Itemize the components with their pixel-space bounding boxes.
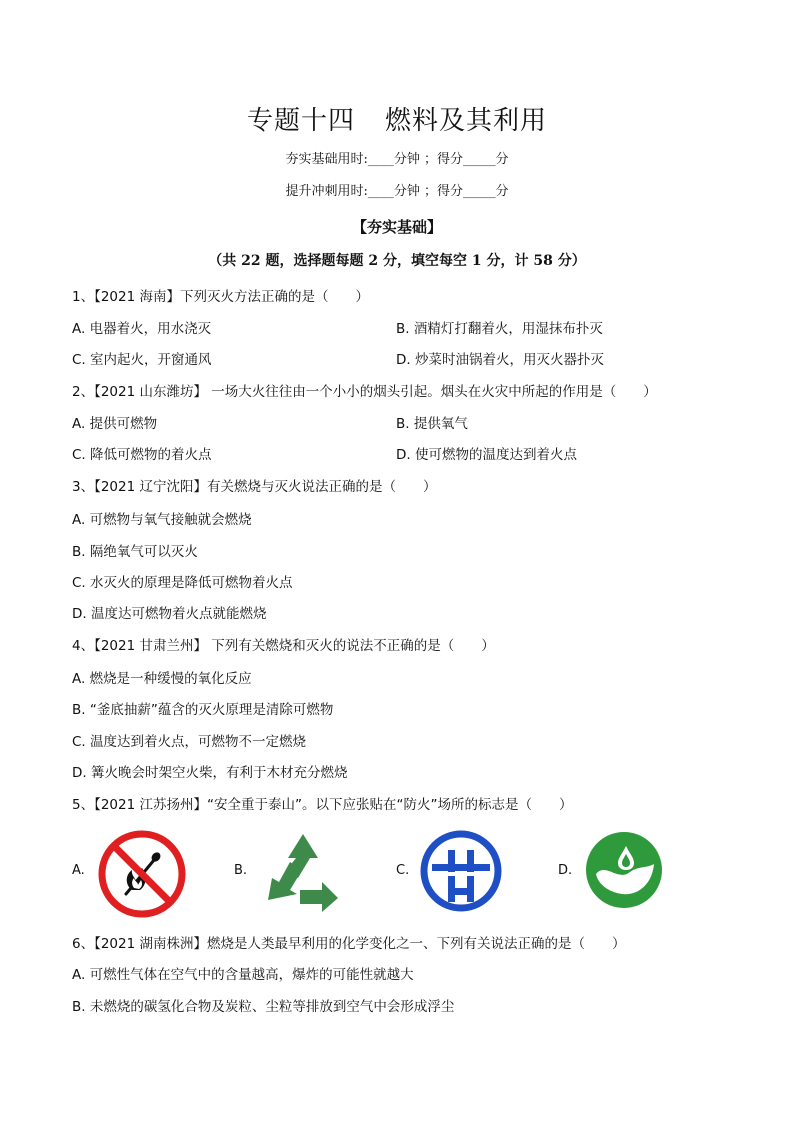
water-saving-sign-icon [418,828,504,914]
question-1-option-b[interactable]: B. 酒精灯打翻着火，用湿抹布扑灭 [396,321,603,337]
water-drop-sign-icon [582,828,666,912]
question-2-stem: 2、【2021 山东潍坊】 一场大火往往由一个小小的烟头引起。烟头在火灾中所起的作用是（ ） [72,384,657,400]
question-2-option-b[interactable]: B. 提供氧气 [396,416,468,432]
question-6-option-b[interactable]: B. 未燃烧的碳氢化合物及炭粒、尘粒等排放到空气中会形成浮尘 [72,999,455,1015]
timing-advanced: 提升冲刺用时:____分钟 ；得分_____分 [285,184,509,199]
no-fire-sign-icon [96,828,188,920]
option-label: B. [234,863,248,878]
question-3-option-d[interactable]: D. 温度达可燃物着火点就能燃烧 [72,606,267,622]
section-note: （共 22 题，选择题每题 2 分，填空每空 1 分，计 58 分） [208,253,586,269]
question-4-option-c[interactable]: C. 温度达到着火点，可燃物不一定燃烧 [72,734,307,750]
question-3-option-a[interactable]: A. 可燃物与氧气接触就会燃烧 [72,512,252,528]
question-1-option-a[interactable]: A. 电器着火，用水浇灭 [72,321,212,337]
question-4-option-d[interactable]: D. 篝火晚会时架空火柴，有利于木材充分燃烧 [72,765,348,781]
question-3-option-c[interactable]: C. 水灭火的原理是降低可燃物着火点 [72,575,293,591]
timing-basic: 夯实基础用时:____分钟 ；得分_____分 [285,152,509,167]
question-6-stem: 6、【2021 湖南株洲】燃烧是人类最早利用的化学变化之一、下列有关说法正确的是（ ） [72,936,626,952]
page-title [0,100,794,137]
topic-number: 专题十四 [246,106,355,136]
question-3-stem: 3、【2021 辽宁沈阳】有关燃烧与灭火说法正确的是（ ） [72,479,437,495]
question-5-stem: 5、【2021 江苏扬州】“安全重于泰山”。以下应张贴在“防火”场所的标志是（ ） [72,797,573,813]
question-3-option-b[interactable]: B. 隔绝氧气可以灭火 [72,544,198,560]
option-label: A. [72,863,85,878]
question-2-option-a[interactable]: A. 提供可燃物 [72,416,158,432]
recycle-sign-icon [258,828,348,918]
question-1-option-d[interactable]: D. 炒菜时油锅着火，用灭火器扑灭 [396,352,604,368]
section-title: 【夯实基础】 [351,218,442,236]
question-4-option-b[interactable]: B. “釜底抽薪”蕴含的灭火原理是清除可燃物 [72,702,334,718]
question-2-option-c[interactable]: C. 降低可燃物的着火点 [72,447,212,463]
question-4-stem: 4、【2021 甘肃兰州】 下列有关燃烧和灭火的说法不正确的是（ ） [72,638,495,654]
topic-name: 燃料及其利用 [385,106,548,136]
question-6-option-a[interactable]: A. 可燃性气体在空气中的含量越高，爆炸的可能性就越大 [72,967,414,983]
question-2-option-d[interactable]: D. 使可燃物的温度达到着火点 [396,447,577,463]
option-label: C. [396,863,410,878]
question-1-stem: 1、【2021 海南】下列灭火方法正确的是（ ） [72,289,369,305]
question-1-option-c[interactable]: C. 室内起火，开窗通风 [72,352,212,368]
question-4-option-a[interactable]: A. 燃烧是一种缓慢的氧化反应 [72,671,252,687]
option-label: D. [558,863,573,878]
